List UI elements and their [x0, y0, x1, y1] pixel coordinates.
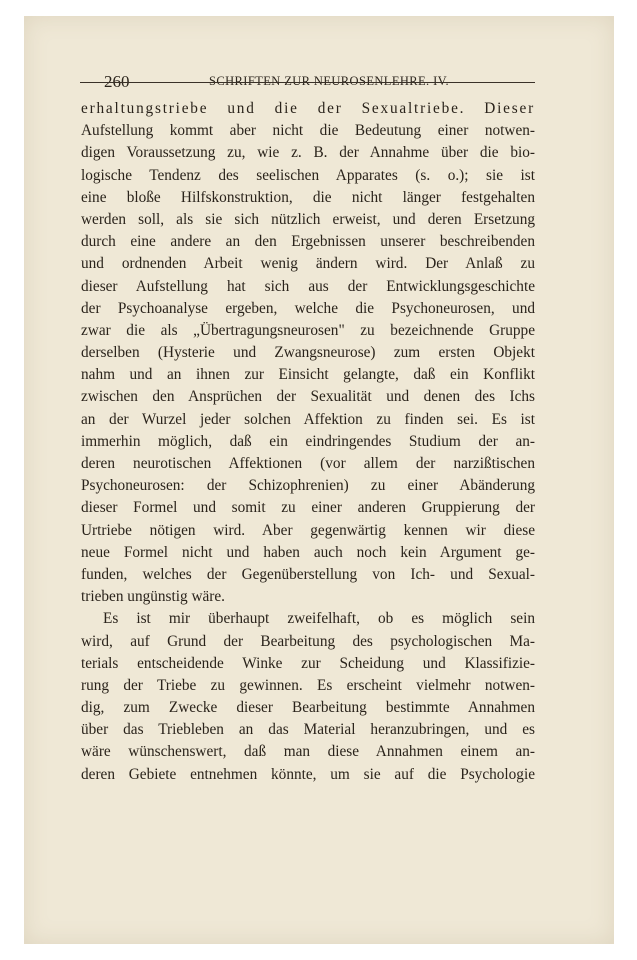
- text-line: immerhin möglich, daß ein eindringendes Studium der an-: [81, 432, 535, 450]
- text-line: über das Triebleben an das Material heranzubringen, und es: [81, 721, 535, 739]
- text-line: zwischen den Ansprüchen der Sexualität und denen des Ichs: [81, 388, 535, 406]
- text-line: eine bloße Hilfskonstruktion, die nicht länger festgehalten: [81, 188, 535, 206]
- text-line: dieser Aufstellung hat sich aus der Entwicklungsgeschichte: [81, 277, 535, 295]
- text-line: logische Tendenz des seelischen Apparates (s. o.); sie ist: [81, 166, 535, 184]
- paragraph-1: [81, 98, 535, 608]
- text-line: Es ist mir überhaupt zweifelhaft, ob es möglich sein: [103, 610, 535, 628]
- text-line: wird, auf Grund der Bearbeitung des psychologischen Ma-: [81, 632, 535, 650]
- text-line: durch eine andere an den Ergebnissen unserer beschreibenden: [81, 233, 535, 251]
- text-line: digen Voraussetzung zu, wie z. B. der Annahme über die bio-: [81, 144, 535, 162]
- text-line: der Psychoanalyse ergeben, welche die Psychoneurosen, und: [81, 299, 535, 317]
- page-number: 260: [104, 72, 130, 91]
- text-line: dig, zum Zwecke dieser Bearbeitung bestimmte Annahmen: [81, 699, 535, 717]
- text-line: Urtriebe nötigen wird. Aber gegenwärtig kennen wir diese: [81, 521, 535, 539]
- text-line: erhaltungstriebe und die der Sexualtriebe. Dieser: [81, 100, 535, 117]
- text-line: und ordnenden Arbeit wenig ändern wird. Der Anlaß zu: [81, 255, 535, 273]
- text-line: an der Wurzel jeder solchen Affektion zu finden sei. Es ist: [81, 410, 535, 428]
- text-line: deren Gebiete entnehmen könnte, um sie auf die Psychologie: [81, 765, 535, 783]
- text-line: trieben ungünstig wäre.: [81, 588, 226, 606]
- paragraph-2: [81, 608, 535, 786]
- header-rule: [80, 82, 535, 83]
- text-line: nahm und an ihnen zur Einsicht gelangte, daß ein Konflikt: [81, 366, 535, 384]
- page-header: [104, 72, 559, 94]
- text-line: werden soll, als sie sich nützlich erweist, und deren Ersetzung: [81, 210, 535, 228]
- text-line: wäre wünschenswert, daß man diese Annahmen einem an-: [81, 743, 535, 761]
- text-line: neue Formel nicht und haben auch noch kein Argument ge-: [81, 543, 535, 561]
- text-line: zwar die als „Übertragungsneurosen" zu bezeichnende Gruppe: [81, 321, 535, 339]
- text-line: Aufstellung kommt aber nicht die Bedeutung einer notwen-: [81, 122, 535, 140]
- text-line: dieser Formel und somit zu einer anderen Gruppierung der: [81, 499, 535, 517]
- text-line: derselben (Hysterie und Zwangsneurose) zum ersten Objekt: [81, 344, 535, 362]
- body-text: [81, 98, 535, 786]
- text-line: deren neurotischen Affektionen (vor allem der narzißtischen: [81, 455, 535, 472]
- running-title: SCHRIFTEN ZUR NEUROSENLEHRE. IV.: [209, 74, 450, 88]
- text-line: funden, welches der Gegenüberstellung von Ich- und Sexual-: [81, 565, 535, 583]
- text-line: terials entscheidende Winke zur Scheidung und Klassifizie-: [81, 654, 535, 672]
- text-line: rung der Triebe zu gewinnen. Es erscheint vielmehr notwen-: [81, 676, 535, 694]
- text-line: Psychoneurosen: der Schizophrenien) zu einer Abänderung: [81, 477, 535, 495]
